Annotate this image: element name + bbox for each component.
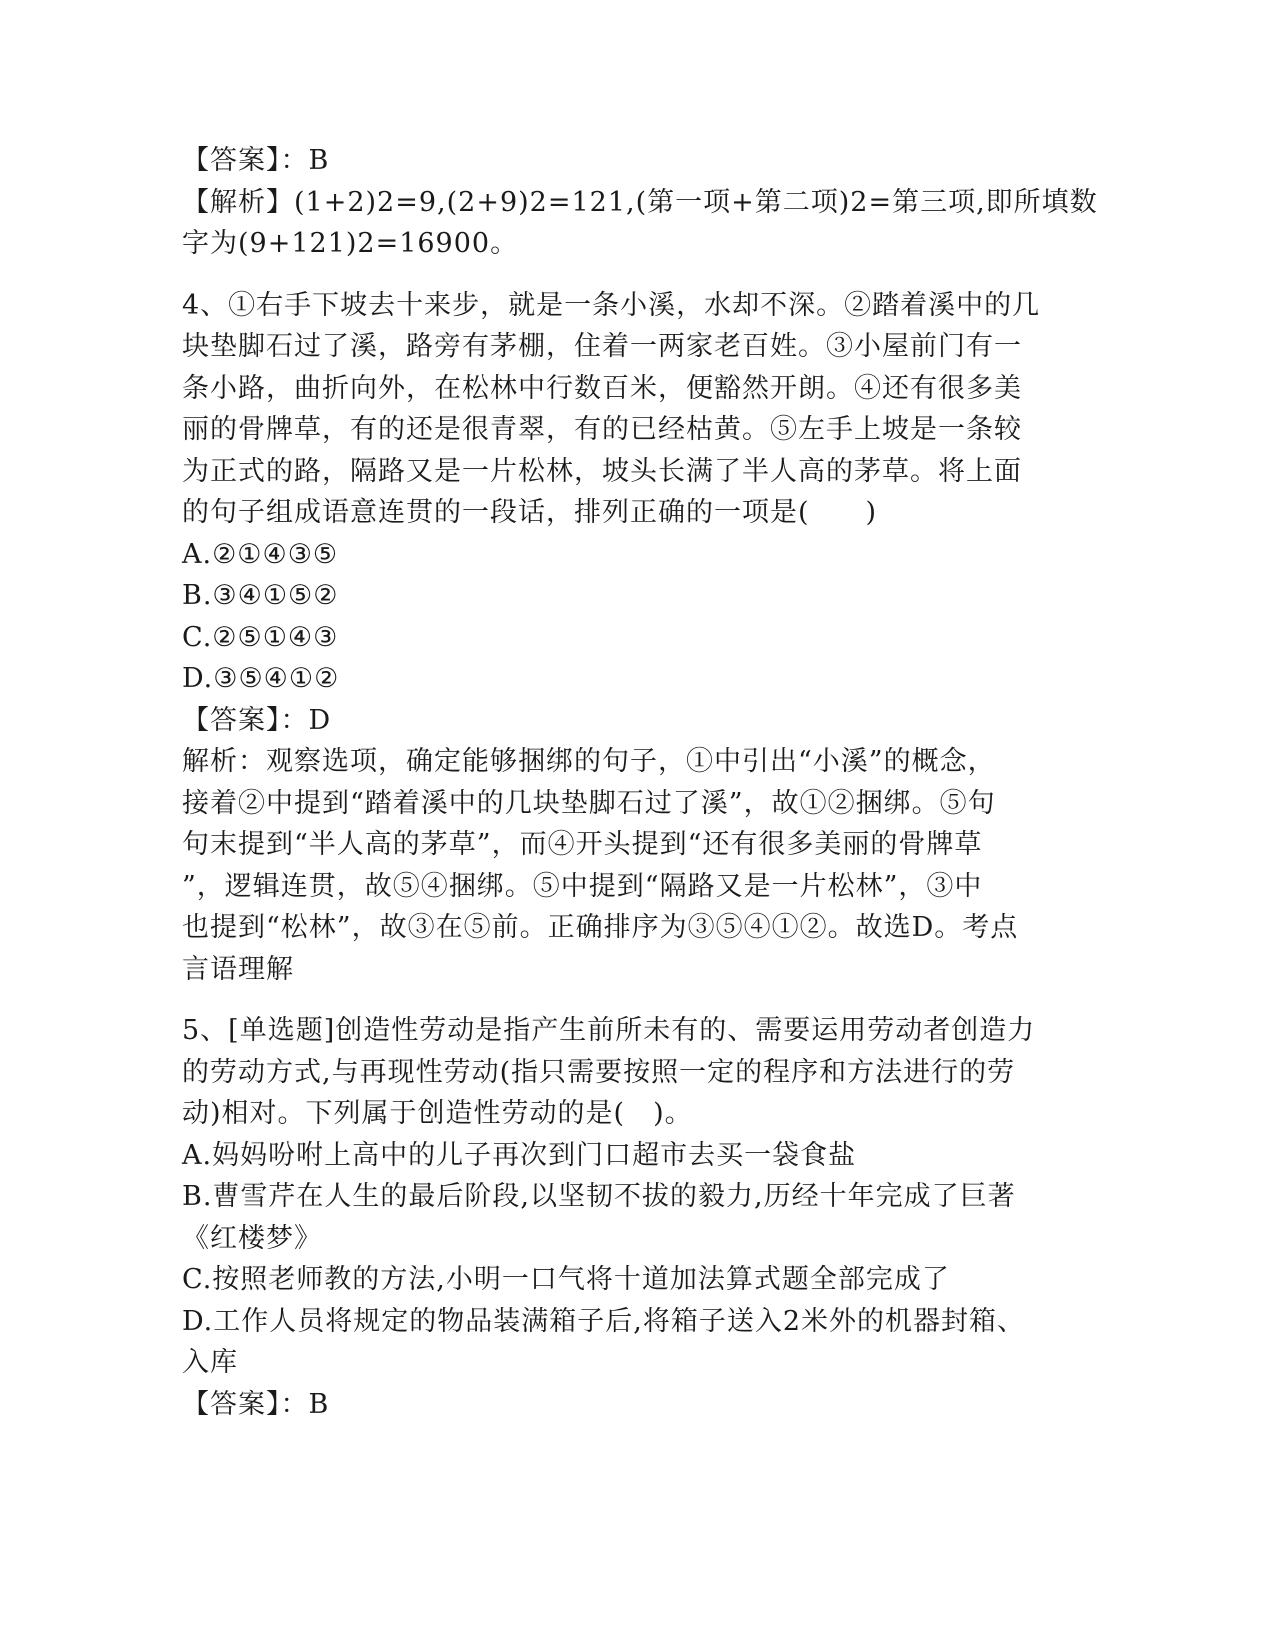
document-page bbox=[182, 140, 1098, 1425]
q5-option-c: C.按照老师教的方法,小明一口气将十道加法算式题全部完成了 bbox=[182, 1264, 950, 1295]
q4-explanation-line: 接着②中提到“踏着溪中的几块垫脚石过了溪”，故①②捆绑。⑤句 bbox=[182, 787, 996, 819]
q4-stem-line: 条小路，曲折向外，在松林中行数百米，便豁然开朗。④还有很多美 bbox=[182, 372, 1022, 404]
q5-stem-line: 动)相对。下列属于创造性劳动的是( )。 bbox=[182, 1098, 693, 1129]
q3-answer: 【答案】：B bbox=[182, 145, 330, 176]
q5-answer: 【答案】：B bbox=[182, 1388, 330, 1420]
q4-stem-line: 丽的骨牌草，有的还是很青翠，有的已经枯黄。⑤左手上坡是一条较 bbox=[182, 414, 1022, 445]
q4-explanation-line: ”，逻辑连贯，故⑤④捆绑。⑤中提到“隔路又是一片松林”，③中 bbox=[182, 870, 983, 902]
q5-option-d: D.工作人员将规定的物品装满箱子后,将箱子送入2米外的机器封箱、 bbox=[182, 1305, 1026, 1337]
q3-explanation-line: 字为(9+121)2=16900。 bbox=[182, 228, 519, 259]
q5-option-b-continued: 《红楼梦》 bbox=[182, 1222, 322, 1254]
q5-stem-line: 5、[单选题]创造性劳动是指产生前所未有的、需要运用劳动者创造力 bbox=[182, 1015, 1036, 1046]
q4-answer: 【答案】：D bbox=[182, 704, 332, 736]
q5-option-d-continued: 入库 bbox=[182, 1347, 238, 1378]
q5-stem-line: 的劳动方式,与再现性劳动(指只需要按照一定的程序和方法进行的劳 bbox=[182, 1056, 1016, 1088]
q4-stem-line: 为正式的路，隔路又是一片松林，坡头长满了半人高的茅草。将上面 bbox=[182, 455, 1022, 487]
q4-option-a: A.②①④③⑤ bbox=[182, 538, 339, 570]
q4-option-b: B.③④①⑤② bbox=[182, 580, 339, 611]
q4-stem-line: 4、①右手下坡去十来步，就是一条小溪，水却不深。②踏着溪中的几 bbox=[182, 289, 1041, 321]
q4-option-d: D.③⑤④①② bbox=[182, 663, 340, 694]
q4-explanation-line: 解析：观察选项，确定能够捆绑的句子，①中引出“小溪”的概念， bbox=[182, 746, 996, 777]
q3-explanation-line: 【解析】(1+2)2=9,(2+9)2=121,(第一项+第二项)2=第三项,即所填数 bbox=[182, 186, 1098, 218]
q4-option-c: C.②⑤①④③ bbox=[182, 621, 339, 653]
q5-option-a: A.妈妈吩咐上高中的儿子再次到门口超市去买一袋食盐 bbox=[182, 1139, 857, 1171]
q4-explanation-line: 句末提到“半人高的茅草”，而④开头提到“还有很多美丽的骨牌草 bbox=[182, 829, 983, 860]
q4-stem-line: 的句子组成语意连贯的一段话，排列正确的一项是( ) bbox=[182, 497, 878, 528]
q5-option-b: B.曹雪芹在人生的最后阶段,以坚韧不拔的毅力,历经十年完成了巨著 bbox=[182, 1181, 1016, 1212]
q4-explanation-line: 也提到“松林”，故③在⑤前。正确排序为③⑤④①②。故选D。考点 bbox=[182, 912, 1019, 943]
q4-explanation-line: 言语理解 bbox=[182, 953, 294, 985]
q4-stem-line: 块垫脚石过了溪，路旁有茅棚，住着一两家老百姓。③小屋前门有一 bbox=[182, 331, 1022, 362]
